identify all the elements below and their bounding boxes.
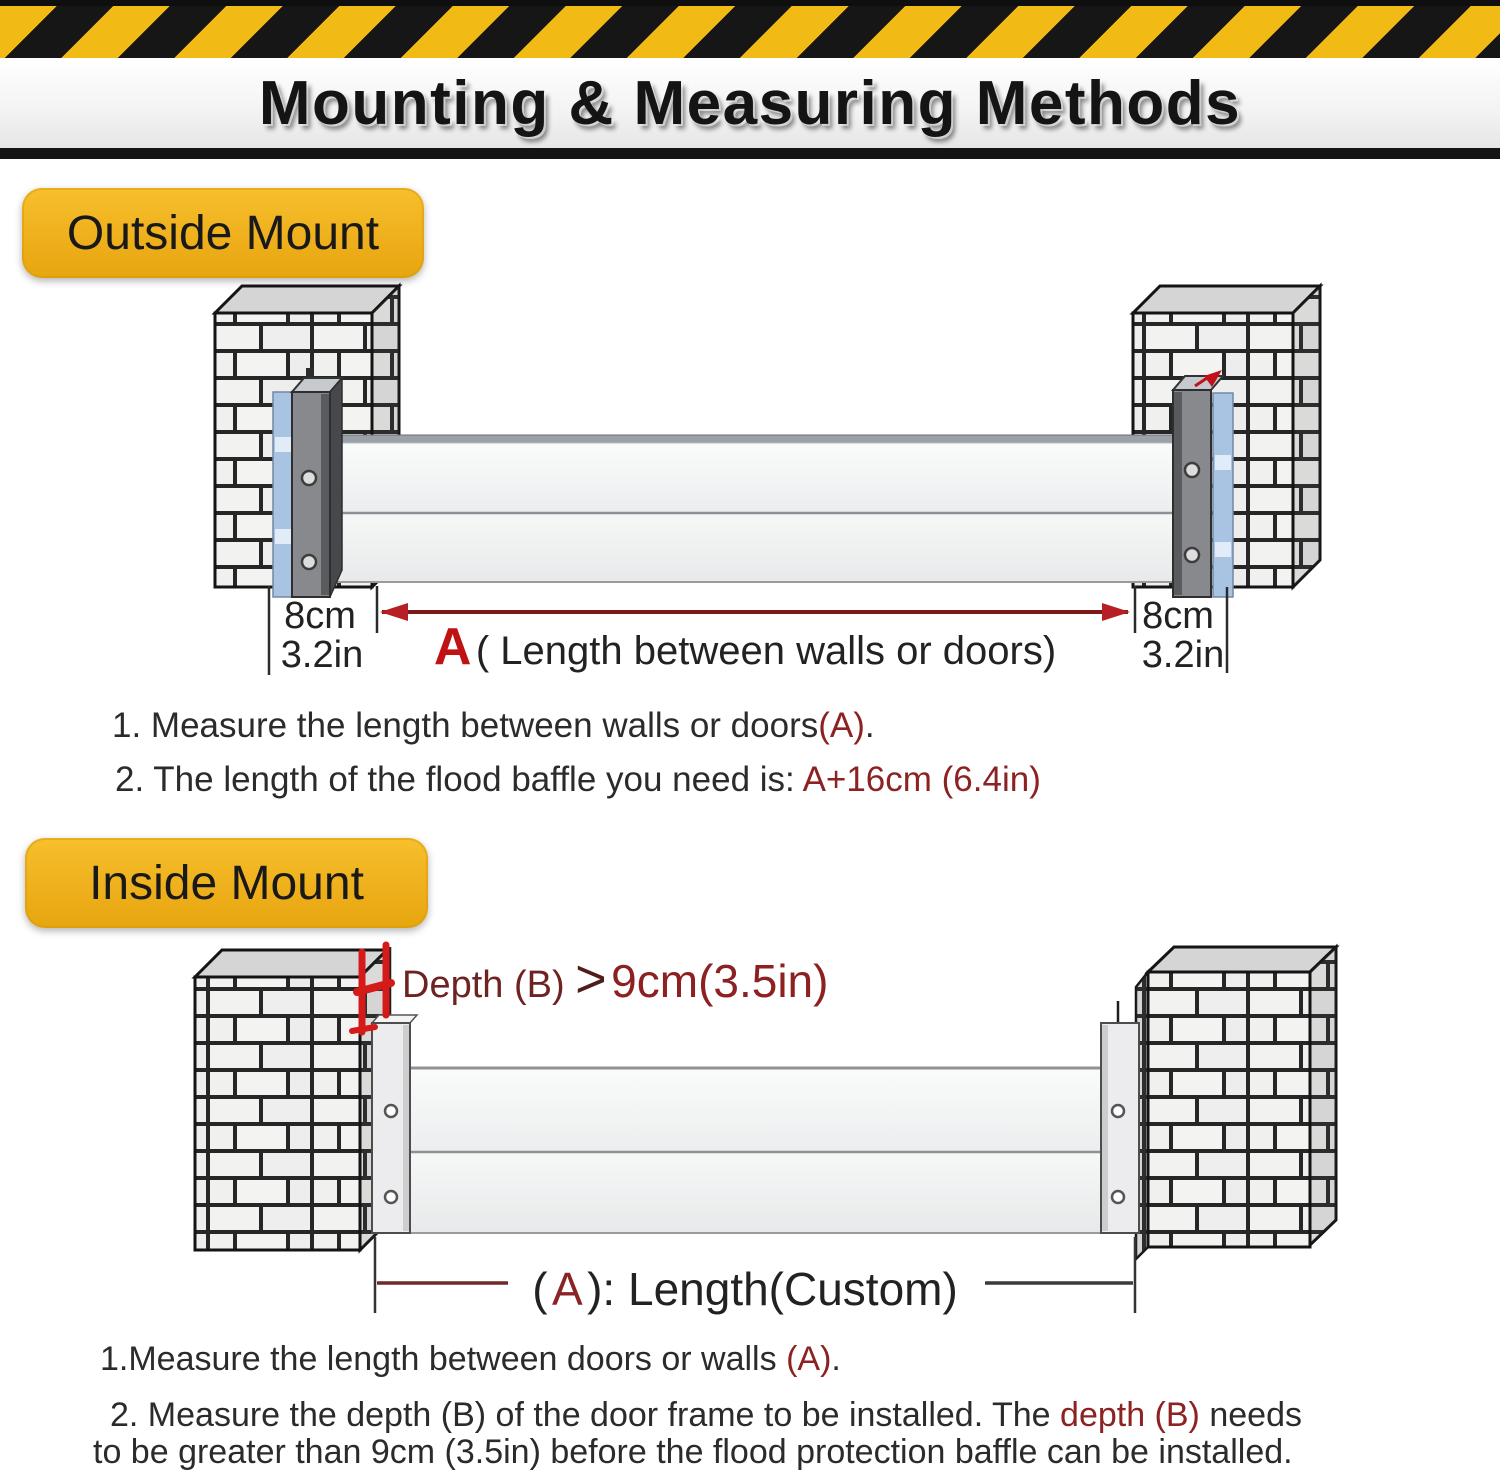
screw-hole-icon xyxy=(302,555,316,569)
right-pillar xyxy=(1136,947,1336,1259)
page-title: Mounting & Measuring Methods xyxy=(258,68,1242,138)
screw-hole-icon xyxy=(1112,1105,1124,1117)
step-highlight: (A) xyxy=(818,706,865,745)
flood-barrier-panels xyxy=(410,1068,1101,1233)
outside-mount-diagram xyxy=(0,270,1500,710)
seal-strip-right xyxy=(1213,393,1233,597)
depth-value: 9cm(3.5in) xyxy=(611,955,829,1007)
screw-hole-icon xyxy=(385,1105,397,1117)
span-label xyxy=(434,618,1056,676)
inside-step-2-line-2 xyxy=(93,1433,1293,1472)
length-open: ( xyxy=(532,1263,548,1315)
screw-hole-icon xyxy=(1112,1191,1124,1203)
outside-mount-badge xyxy=(22,188,424,278)
screw-hole-icon xyxy=(1185,463,1199,477)
step-highlight: A+16cm (6.4in) xyxy=(802,760,1041,799)
length-label xyxy=(532,1263,958,1315)
depth-operator: > xyxy=(575,949,607,1009)
outside-mount-badge-label: Outside Mount xyxy=(66,206,380,260)
step-text: 1.Measure the length between doors or walls xyxy=(100,1340,787,1378)
seal-strip-left xyxy=(273,392,293,597)
depth-label-text: Depth (B) xyxy=(402,964,576,1006)
title-underline-bar xyxy=(0,148,1500,159)
outside-step-2 xyxy=(115,760,1041,800)
step-text: 1. Measure the length between walls or doors xyxy=(112,706,819,745)
left-offset-cm-label: 8cm xyxy=(284,595,356,637)
arrowhead-right-icon xyxy=(1102,603,1130,621)
length-letter: A xyxy=(551,1263,583,1315)
step-text: . xyxy=(831,1340,841,1378)
mounting-channel-left xyxy=(292,368,342,597)
screw-hole-icon xyxy=(302,471,316,485)
inside-mount-diagram xyxy=(0,935,1500,1335)
length-rest: ): Length(Custom) xyxy=(587,1263,958,1315)
depth-label xyxy=(402,949,828,1009)
step-highlight: (A) xyxy=(786,1340,832,1378)
flood-barrier-panels xyxy=(330,435,1175,582)
screw-hole-icon xyxy=(385,1191,397,1203)
step-text: . xyxy=(864,706,875,745)
arrowhead-left-icon xyxy=(380,603,408,621)
right-offset-in-label: 3.2in xyxy=(1141,634,1225,676)
step-text: 2. Measure the depth (B) of the door frame to be installed. The xyxy=(110,1396,1061,1434)
inside-step-1 xyxy=(100,1340,841,1379)
span-description: ( Length between walls or doors) xyxy=(475,629,1057,673)
hazard-stripe-banner xyxy=(0,6,1500,58)
outside-step-1 xyxy=(112,706,875,746)
title-band xyxy=(0,58,1500,148)
step-highlight: depth (B) xyxy=(1060,1396,1200,1434)
inside-step-2-line-1 xyxy=(110,1396,1302,1435)
step-text: to be greater than 9cm (3.5in) before the flood protection baffle can be installed. xyxy=(93,1433,1293,1471)
span-letter: A xyxy=(433,618,472,676)
step-text: needs xyxy=(1199,1396,1302,1434)
screw-hole-icon xyxy=(1185,548,1199,562)
right-offset-cm-label: 8cm xyxy=(1142,595,1214,637)
inside-mount-badge-label: Inside Mount xyxy=(89,856,364,910)
left-offset-in-label: 3.2in xyxy=(280,634,364,676)
measurement-arrow xyxy=(380,603,1130,621)
inside-mount-badge xyxy=(25,838,428,928)
step-text: 2. The length of the flood baffle you need is: xyxy=(115,760,803,799)
mounting-channel-right xyxy=(1101,1001,1139,1233)
